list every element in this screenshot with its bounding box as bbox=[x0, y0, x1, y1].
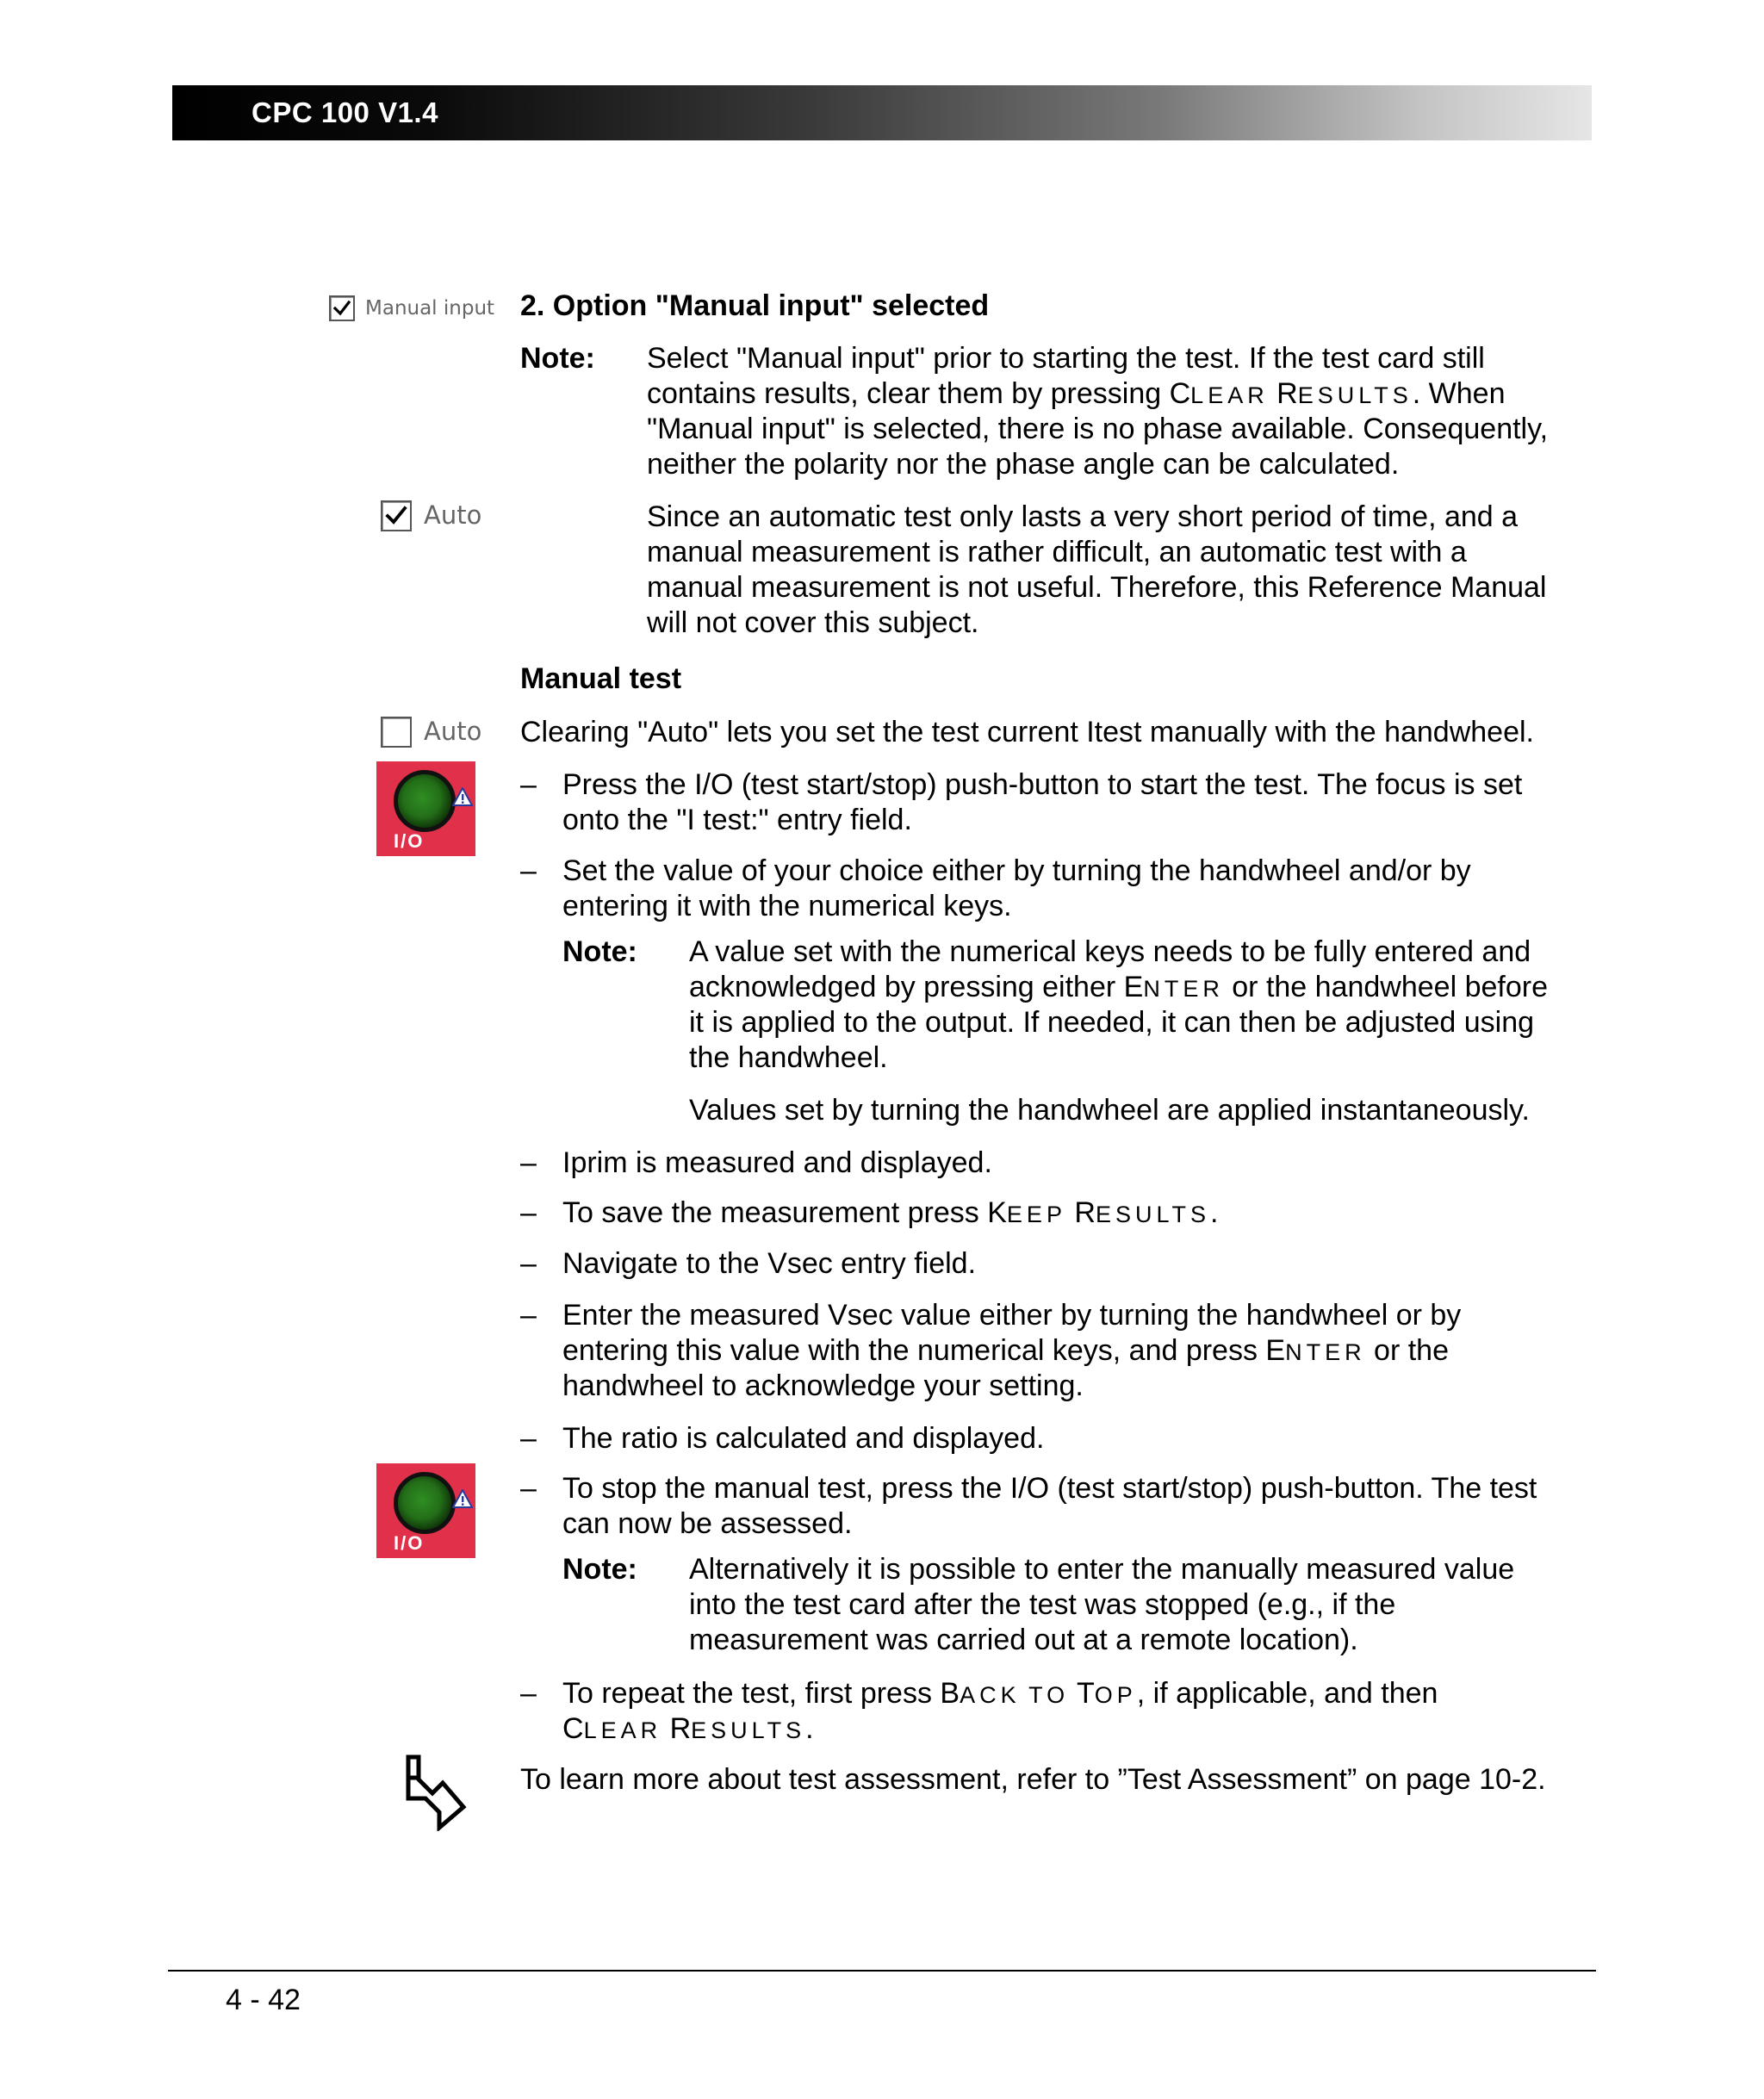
green-knob-icon bbox=[394, 770, 456, 832]
bullet-line: handwheel to acknowledge your setting. bbox=[562, 1369, 1084, 1402]
note-line: into the test card after the test was stopped (e.g., if the bbox=[689, 1588, 1396, 1621]
note-line: Alternatively it is possible to enter the manually measured value bbox=[689, 1553, 1515, 1586]
io-start-stop-button[interactable] bbox=[376, 761, 475, 856]
bullet-line: To stop the manual test, press the I/O (test start/stop) push-button. The test bbox=[562, 1472, 1537, 1505]
intro-text: Clearing "Auto" lets you set the test current Itest manually with the handwheel. bbox=[520, 716, 1534, 748]
auto-checkbox-checked[interactable] bbox=[381, 500, 484, 535]
note-line: "Manual input" is selected, there is no phase available. Consequently, bbox=[647, 413, 1549, 445]
manual-input-label: Manual input bbox=[365, 297, 495, 320]
note-line: neither the polarity nor the phase angle can be calculated. bbox=[647, 448, 1400, 481]
warning-triangle-icon bbox=[452, 787, 473, 806]
note-label: Note: bbox=[520, 342, 595, 375]
bullet-line: entering it with the numerical keys. bbox=[562, 890, 1012, 922]
green-knob-icon bbox=[394, 1472, 456, 1534]
header-bar bbox=[172, 85, 1592, 140]
note-line: acknowledged by pressing either ENTER or the handwheel before bbox=[689, 971, 1548, 1003]
small-caps-command: BACK TO TOP bbox=[940, 1677, 1137, 1710]
warning-triangle-icon bbox=[452, 1489, 473, 1508]
small-caps-command: CLEAR bbox=[1169, 377, 1269, 410]
bullet-dash: – bbox=[520, 1247, 537, 1280]
document-title: CPC 100 V1.4 bbox=[252, 96, 438, 128]
section-heading-manual-input: 2. Option "Manual input" selected bbox=[520, 289, 990, 322]
bullet-dash: – bbox=[520, 768, 537, 801]
section-heading-manual-test: Manual test bbox=[520, 662, 682, 695]
bullet-dash: – bbox=[520, 1196, 537, 1229]
bullet-dash: – bbox=[520, 854, 537, 887]
io-label: I/O bbox=[394, 1532, 425, 1554]
note-line: Select "Manual input" prior to starting the test. If the test card still bbox=[647, 342, 1485, 375]
auto-label: Auto bbox=[424, 717, 482, 746]
bullet-dash: – bbox=[520, 1146, 537, 1179]
checkbox-box bbox=[381, 717, 412, 748]
note-line: A value set with the numerical keys needs to be fully entered and bbox=[689, 935, 1531, 968]
bullet-line: Press the I/O (test start/stop) push-button to start the test. The focus is set bbox=[562, 768, 1523, 801]
manual-input-checkbox[interactable] bbox=[329, 295, 495, 325]
small-caps-command: CLEAR RESULTS bbox=[562, 1712, 806, 1745]
paragraph-line: manual measurement is not useful. Therefore, this Reference Manual bbox=[647, 571, 1547, 604]
bullet-dash: – bbox=[520, 1299, 537, 1332]
bullet-line: Enter the measured Vsec value either by turning the handwheel or by bbox=[562, 1299, 1462, 1332]
io-start-stop-button[interactable] bbox=[376, 1463, 475, 1558]
bullet-line: can now be assessed. bbox=[562, 1507, 853, 1540]
io-label: I/O bbox=[394, 830, 425, 852]
checkmark-icon bbox=[331, 297, 353, 320]
note-line-text: contains results, clear them by pressing bbox=[647, 377, 1170, 410]
small-caps-command: ENTER bbox=[1265, 1334, 1366, 1367]
note-label: Note: bbox=[562, 1553, 637, 1586]
bullet-line: onto the "I test:" entry field. bbox=[562, 804, 912, 836]
paragraph-line: will not cover this subject. bbox=[647, 606, 979, 639]
cross-reference-text: To learn more about test assessment, refer to ”Test Assessment” on page 10-2. bbox=[520, 1763, 1546, 1796]
footer-rule bbox=[168, 1970, 1596, 1972]
checkbox-box bbox=[329, 295, 355, 321]
paragraph-line: Since an automatic test only lasts a very short period of time, and a bbox=[647, 500, 1519, 533]
checkbox-box bbox=[381, 500, 412, 531]
bullet-line: Navigate to the Vsec entry field. bbox=[562, 1247, 977, 1280]
bullet-line: To save the measurement press KEEP RESULTS. bbox=[562, 1196, 1219, 1229]
page-number: 4 - 42 bbox=[226, 1984, 301, 2016]
cross-reference-arrow-icon bbox=[400, 1754, 469, 1831]
bullet-dash: – bbox=[520, 1472, 537, 1505]
note-line: the handwheel. bbox=[689, 1041, 888, 1074]
note-line: measurement was carried out at a remote location). bbox=[689, 1624, 1358, 1656]
bullet-dash: – bbox=[520, 1422, 537, 1455]
small-caps-command: ENTER bbox=[1123, 971, 1224, 1003]
note-line: Values set by turning the handwheel are applied instantaneously. bbox=[689, 1094, 1530, 1127]
bullet-line: entering this value with the numerical keys, and press ENTER or the bbox=[562, 1334, 1449, 1367]
auto-label: Auto bbox=[424, 500, 482, 530]
bullet-line: To repeat the test, first press BACK TO TOP, if applicable, and then bbox=[562, 1677, 1438, 1710]
note-label: Note: bbox=[562, 935, 637, 968]
bullet-line: Set the value of your choice either by turning the handwheel and/or by bbox=[562, 854, 1471, 887]
auto-checkbox-unchecked[interactable] bbox=[381, 717, 484, 751]
bullet-dash: – bbox=[520, 1677, 537, 1710]
bullet-line: CLEAR RESULTS. bbox=[562, 1712, 814, 1745]
bullet-line: The ratio is calculated and displayed. bbox=[562, 1422, 1045, 1455]
bullet-line: Iprim is measured and displayed. bbox=[562, 1146, 992, 1179]
note-line: contains results, clear them by pressing CLEAR RESULTS. When bbox=[647, 377, 1506, 410]
checkmark-icon bbox=[382, 502, 410, 530]
paragraph-line: manual measurement is rather difficult, an automatic test with a bbox=[647, 536, 1467, 568]
small-caps-command: KEEP RESULTS bbox=[987, 1196, 1210, 1229]
note-line: it is applied to the output. If needed, it can then be adjusted using bbox=[689, 1006, 1535, 1039]
